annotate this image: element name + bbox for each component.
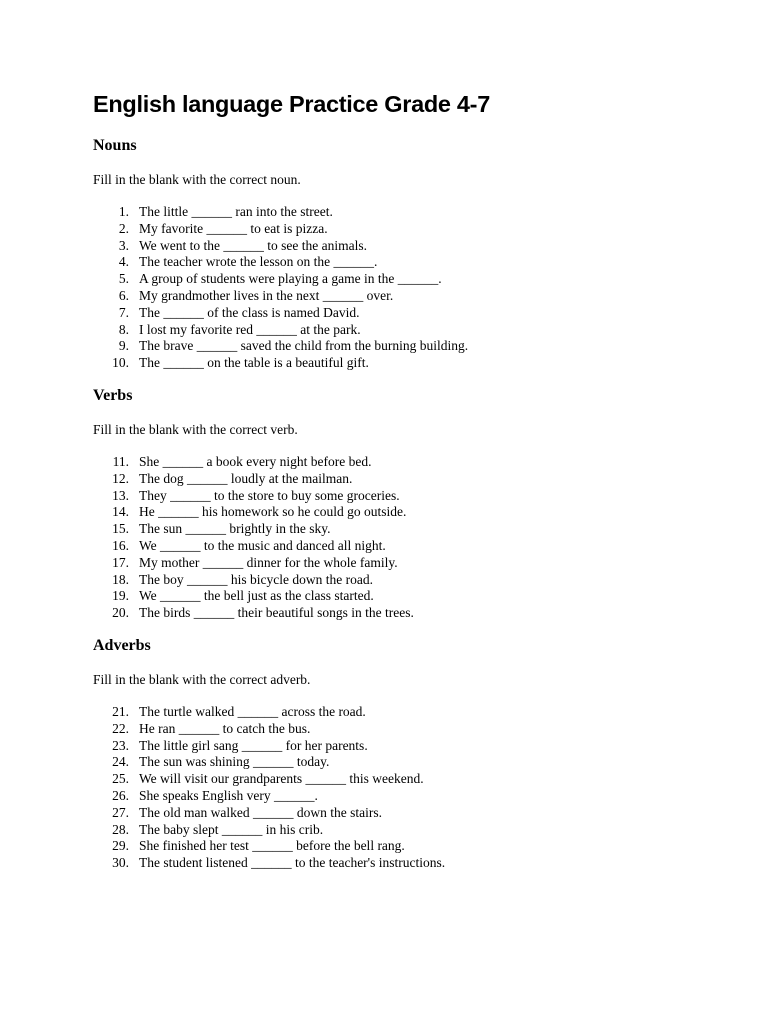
question-text: The brave ______ saved the child from the burning building. <box>139 338 469 354</box>
question-item <box>93 305 733 322</box>
question-text: The sun ______ brightly in the sky. <box>139 521 331 537</box>
question-item <box>93 704 733 721</box>
question-item <box>93 855 733 872</box>
question-item <box>93 538 733 555</box>
question-number: 30. <box>112 855 129 871</box>
question-text: The ______ of the class is named David. <box>139 304 360 320</box>
question-number: 29. <box>112 838 129 854</box>
question-text: He ran ______ to catch the bus. <box>139 720 311 736</box>
question-number: 15. <box>112 521 129 537</box>
question-item <box>93 254 733 271</box>
question-text: We will visit our grandparents ______ this weekend. <box>139 771 424 787</box>
section-verbs <box>93 386 733 622</box>
question-number: 20. <box>112 605 129 621</box>
question-item <box>93 721 733 738</box>
page-title: English language Practice Grade 4-7 <box>93 91 490 117</box>
question-number: 2. <box>118 220 129 236</box>
question-item <box>93 488 733 505</box>
question-text: My favorite ______ to eat is pizza. <box>139 220 328 236</box>
question-item <box>93 504 733 521</box>
question-item <box>93 838 733 855</box>
question-list-nouns <box>93 204 733 372</box>
question-number: 1. <box>118 204 129 219</box>
question-number: 8. <box>118 321 129 337</box>
question-text: My mother ______ dinner for the whole family. <box>139 554 398 570</box>
question-text: The baby slept ______ in his crib. <box>139 821 324 837</box>
question-number: 3. <box>118 237 129 253</box>
question-item <box>93 238 733 255</box>
question-list-verbs <box>93 454 733 622</box>
question-number: 19. <box>112 588 129 604</box>
section-adverbs <box>93 636 733 872</box>
question-text: The little ______ ran into the street. <box>139 204 333 219</box>
question-item <box>93 555 733 572</box>
question-number: 10. <box>112 355 129 371</box>
question-number: 25. <box>112 771 129 787</box>
question-item <box>93 204 733 221</box>
question-item <box>93 605 733 622</box>
question-text: The student listened ______ to the teacher's instructions. <box>139 855 446 871</box>
question-item <box>93 454 733 471</box>
question-item <box>93 338 733 355</box>
section-heading-nouns: Nouns <box>93 137 137 154</box>
question-number: 7. <box>118 304 129 320</box>
question-text: We ______ the bell just as the class started. <box>139 588 374 604</box>
question-number: 9. <box>118 338 129 354</box>
question-item <box>93 521 733 538</box>
question-text: The little girl sang ______ for her parents. <box>139 737 368 753</box>
question-text: The ______ on the table is a beautiful gift. <box>139 355 369 371</box>
instruction-adverbs: Fill in the blank with the correct adverb. <box>93 671 311 687</box>
question-number: 6. <box>118 287 129 303</box>
question-text: We went to the ______ to see the animals. <box>139 237 367 253</box>
question-number: 27. <box>112 804 129 820</box>
question-item <box>93 271 733 288</box>
question-text: She finished her test ______ before the bell rang. <box>139 838 405 854</box>
question-text: The boy ______ his bicycle down the road. <box>139 571 373 587</box>
question-number: 21. <box>112 703 129 719</box>
question-text: We ______ to the music and danced all night. <box>139 537 386 553</box>
question-text: She speaks English very ______. <box>139 787 318 803</box>
instruction-verbs: Fill in the blank with the correct verb. <box>93 421 298 437</box>
question-number: 24. <box>112 754 129 770</box>
question-number: 17. <box>112 554 129 570</box>
question-number: 12. <box>112 470 129 486</box>
question-item <box>93 221 733 238</box>
question-number: 4. <box>118 254 129 270</box>
question-number: 26. <box>112 787 129 803</box>
section-nouns <box>93 136 733 372</box>
question-item <box>93 738 733 755</box>
question-number: 22. <box>112 720 129 736</box>
question-text: The sun was shining ______ today. <box>139 754 330 770</box>
question-text: The teacher wrote the lesson on the ______. <box>139 254 378 270</box>
question-text: A group of students were playing a game in the ______. <box>139 271 442 287</box>
question-text: The dog ______ loudly at the mailman. <box>139 470 353 486</box>
question-list-adverbs <box>93 704 733 872</box>
document-page <box>93 86 733 872</box>
question-text: The turtle walked ______ across the road. <box>139 703 366 719</box>
question-number: 11. <box>112 453 129 469</box>
question-text: I lost my favorite red ______ at the park. <box>139 321 361 337</box>
question-number: 13. <box>112 487 129 503</box>
question-item <box>93 572 733 589</box>
section-heading-verbs: Verbs <box>93 386 133 404</box>
question-item <box>93 471 733 488</box>
question-item <box>93 788 733 805</box>
question-text: They ______ to the store to buy some groceries. <box>139 487 400 503</box>
question-number: 5. <box>118 271 129 287</box>
question-item <box>93 588 733 605</box>
question-item <box>93 754 733 771</box>
question-item <box>93 771 733 788</box>
question-number: 18. <box>112 571 129 587</box>
question-text: She ______ a book every night before bed. <box>139 453 372 469</box>
question-number: 14. <box>112 504 129 520</box>
question-item <box>93 822 733 839</box>
question-number: 28. <box>112 821 129 837</box>
question-item <box>93 355 733 372</box>
instruction-nouns: Fill in the blank with the correct noun. <box>93 172 301 187</box>
section-heading-adverbs: Adverbs <box>93 636 151 654</box>
question-text: The birds ______ their beautiful songs in the trees. <box>139 605 414 621</box>
question-item <box>93 288 733 305</box>
question-item <box>93 322 733 339</box>
question-text: The old man walked ______ down the stairs. <box>139 804 382 820</box>
question-item <box>93 805 733 822</box>
question-number: 23. <box>112 737 129 753</box>
question-number: 16. <box>112 537 129 553</box>
question-text: My grandmother lives in the next ______ over. <box>139 287 394 303</box>
question-text: He ______ his homework so he could go outside. <box>139 504 407 520</box>
